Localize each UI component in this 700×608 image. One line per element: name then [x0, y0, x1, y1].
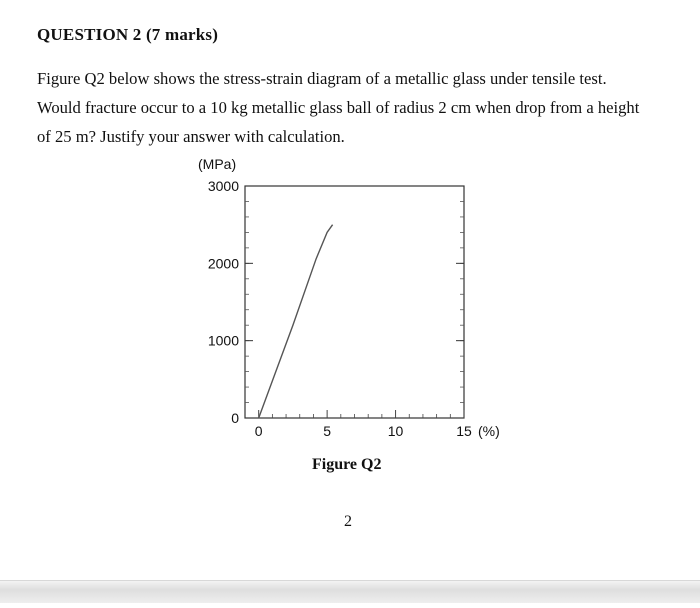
x-tick-label: 5 — [323, 423, 332, 439]
y-tick-label: 3000 — [207, 178, 239, 194]
question-line-3: of 25 m? Justify your answer with calculation. — [37, 127, 345, 146]
question-line-1: Figure Q2 below shows the stress-strain diagram of a metallic glass under tensile test. — [37, 69, 607, 88]
x-tick-label: 0 — [254, 423, 263, 439]
y-unit-label: (MPa) — [198, 156, 237, 172]
plot-frame — [245, 186, 464, 418]
stress-strain-line — [259, 225, 333, 418]
figure-caption: Figure Q2 — [312, 456, 382, 473]
page-number: 2 — [344, 513, 352, 530]
y-tick-label: 2000 — [207, 255, 239, 272]
y-tick-label: 0 — [231, 410, 239, 426]
question-heading: QUESTION 2 (7 marks) — [37, 25, 219, 44]
x-tick-label: 10 — [387, 423, 404, 439]
y-tick-label: 1000 — [207, 332, 239, 349]
x-unit-label: (%) — [478, 423, 500, 439]
page-divider — [0, 580, 700, 603]
x-tick-label: 15 — [456, 423, 472, 439]
question-line-2: Would fracture occur to a 10 kg metallic glass ball of radius 2 cm when drop from a height — [37, 98, 640, 117]
